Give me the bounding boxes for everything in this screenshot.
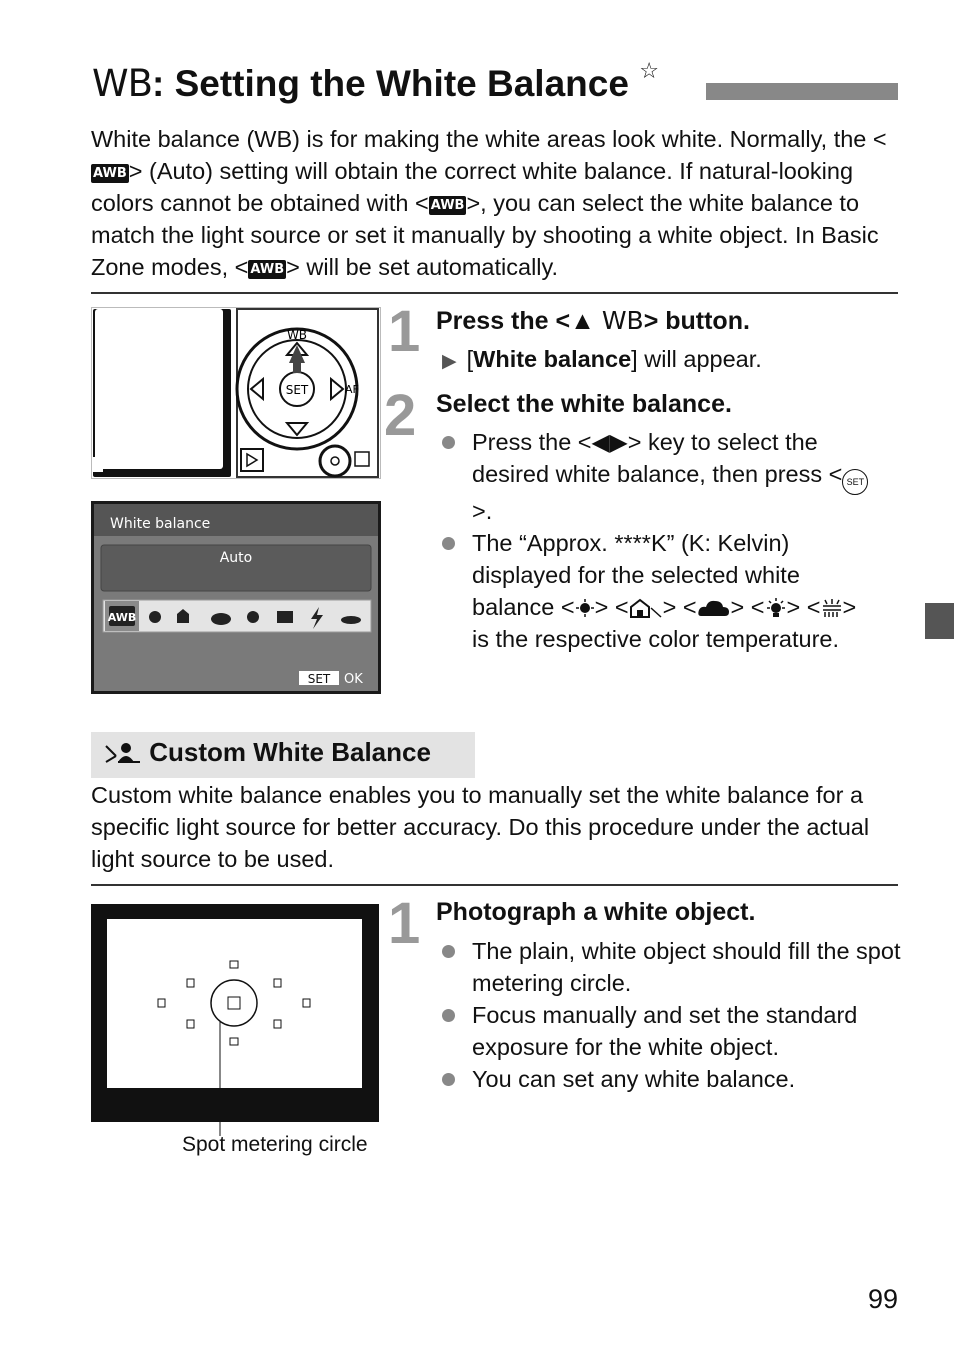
bullet-text: You can set any white balance. (472, 1066, 796, 1092)
wb-glyph: WB (92, 62, 152, 105)
bullet-2-mid-1: > < (662, 594, 697, 620)
bullet-item (436, 935, 901, 999)
custom-wb-section-title (104, 737, 431, 768)
intro-paragraph (91, 123, 903, 283)
bullet-2-mid-2: > < (730, 594, 765, 620)
bullet-item (436, 527, 876, 655)
shade-icon (629, 598, 663, 618)
bullet-1-post: >. (472, 498, 493, 524)
step-1-result (442, 343, 762, 378)
custom-wb-intro: Custom white balance enables you to manually set the white balance for a specific light source for better accuracy. Do this procedure under the actual light source to be used. (91, 782, 870, 872)
chapter-side-tab (925, 603, 954, 639)
step-1-heading (436, 306, 750, 336)
step-number-2: 2 (384, 383, 417, 448)
title-bar-decoration (706, 83, 898, 100)
lcd-awb-icon: AWB (107, 611, 137, 624)
step-number-1: 1 (388, 299, 421, 364)
bullet-2-sep-2: > < (786, 594, 821, 620)
intro-text-3: >, you can select the white balance to match the light source or set it manually by shooting a white object. In Basic Zone modes, < (91, 190, 879, 280)
page-title (92, 58, 659, 105)
camera-back-illustration (91, 307, 381, 479)
bullet-dot (442, 1009, 455, 1022)
step-number-1b: 1 (388, 891, 421, 956)
lcd-white-balance-screen (91, 501, 381, 694)
spot-metering-caption: Spot metering circle (182, 1133, 368, 1156)
step-1-heading-pre: Press the < (436, 307, 571, 335)
step-1-result-post: ] will appear. (631, 346, 762, 372)
bullet-dot (442, 945, 455, 958)
step-1b-heading: Photograph a white object. (436, 898, 756, 926)
bullet-2-end: > is the respective color temperature. (472, 594, 857, 652)
bullet-1-pre: Press the < (472, 429, 592, 455)
left-right-keys-icon: ◀▶ (591, 429, 628, 455)
bullet-text: Focus manually and set the standard exposure for the white object. (472, 1002, 858, 1060)
bullet-item (436, 1063, 901, 1095)
step-1-result-bold: White balance (473, 346, 632, 372)
bullet-item (436, 999, 901, 1063)
set-button-label: SET (285, 383, 309, 397)
lcd-ok-label: OK (344, 672, 363, 687)
lcd-set-label: SET (307, 672, 331, 686)
section-divider (91, 884, 898, 886)
daylight-icon (575, 599, 595, 617)
wb-label: WB (286, 328, 308, 342)
lcd-selected-mode: Auto (219, 550, 253, 566)
intro-text-4: > will be set automatically. (286, 254, 559, 280)
step-1b-bullets (436, 935, 901, 1095)
play-triangle-icon: ▶ (442, 351, 457, 372)
section-divider (91, 292, 898, 294)
awb-icon: AWB (430, 198, 465, 213)
viewfinder-illustration (91, 904, 381, 1136)
bullet-dot (442, 1073, 455, 1086)
bullet-text: The plain, white object should fill the spot metering circle. (472, 938, 901, 996)
bullet-2-sep: > < (594, 594, 629, 620)
tungsten-icon (765, 598, 787, 618)
lcd-title: White balance (110, 516, 211, 532)
step-1-heading-post: > button. (643, 307, 750, 335)
wb-glyph: WB (601, 306, 644, 335)
custom-wb-title-text: Custom White Balance (149, 737, 431, 767)
step-1-result-pre: [ (466, 346, 474, 372)
bullet-dot (442, 537, 455, 550)
bullet-2-pre: The “Approx. ****K” (K: Kelvin) displayed for the selected white balance < (472, 530, 800, 620)
cloudy-icon (697, 598, 731, 618)
set-button-icon: SET (842, 469, 868, 495)
up-arrow-icon: ▲ (570, 307, 595, 335)
af-label: AF (345, 383, 359, 396)
bullet-1-mid: > key to select the desired white balance, then press < (472, 429, 843, 487)
intro-text-1: White balance (WB) is for making the white areas look white. Normally, the < (91, 126, 887, 152)
star-icon: ☆ (639, 58, 659, 83)
awb-icon: AWB (93, 166, 127, 181)
fluorescent-icon (821, 598, 843, 618)
awb-icon: AWB (250, 262, 285, 277)
page-title-text: : Setting the White Balance (151, 63, 629, 104)
page-number: 99 (867, 1284, 898, 1314)
step-2-heading: Select the white balance. (436, 390, 732, 418)
step-2-bullets (436, 426, 876, 655)
bullet-item (436, 426, 876, 527)
custom-wb-icon (104, 740, 142, 764)
intro-text-2: > (Auto) setting will obtain the correct white balance. If natural-looking colors cannot be obtained with < (91, 158, 854, 216)
bullet-dot (442, 436, 455, 449)
